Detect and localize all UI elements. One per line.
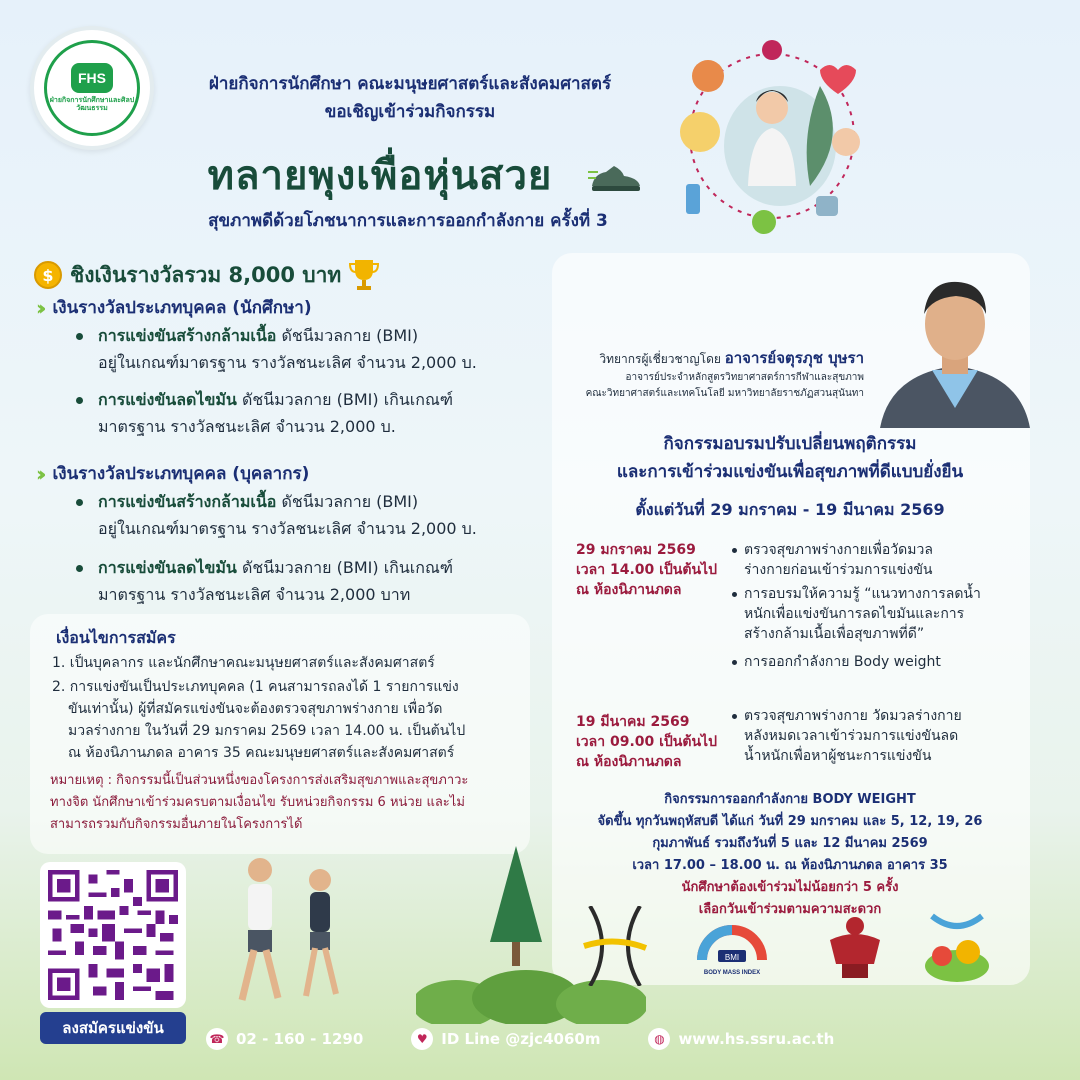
- prize-item-criteria: ดัชนีมวลกาย (BMI) เกินเกณฑ์: [236, 390, 454, 409]
- session-venue: ณ ห้องนิภานภดล: [576, 754, 682, 770]
- speaker-prefix: วิทยากรผู้เชี่ยวชาญโดย: [599, 352, 725, 366]
- bullet-dot-icon: [732, 548, 737, 553]
- prize-item-detail: มาตรฐาน รางวัลชนะเลิศ จำนวน 2,000 บาท: [98, 585, 411, 604]
- register-label[interactable]: ลงสมัครแข่งขัน: [40, 1012, 186, 1044]
- session-date: 19 มีนาคม 2569: [576, 714, 690, 730]
- qr-code-graphic: [48, 870, 178, 1000]
- heart-icon: ♥: [411, 1028, 433, 1050]
- prize-item-detail: อยู่ในเกณฑ์มาตรฐาน รางวัลชนะเลิศ จำนวน 2,000 บ.: [98, 353, 477, 372]
- phone-number[interactable]: 02 - 160 - 1290: [236, 1030, 364, 1048]
- prize-item-criteria: ดัชนีมวลกาย (BMI): [276, 326, 419, 345]
- invite-line: ขอเชิญเข้าร่วมกิจกรรม: [324, 102, 496, 122]
- session-date: 29 มกราคม 2569: [576, 542, 696, 558]
- website-link[interactable]: www.hs.ssru.ac.th: [678, 1030, 835, 1048]
- bodyweight-title: กิจกรรมการออกกำลังกาย BODY WEIGHT: [664, 792, 916, 807]
- speaker-photo: [870, 258, 1040, 428]
- note-line: หมายเหตุ : กิจกรรมนี้เป็นส่วนหนึ่งของโครงการส่งเสริมสุขภาพและสุขภาวะ: [50, 773, 469, 788]
- sub-title: สุขภาพดีด้วยโภชนาการและการออกกำลังกาย ครั้งที่ 3: [208, 211, 608, 231]
- session-item-line: หนักเพื่อแข่งขันการลดไขมันและการ: [744, 606, 965, 622]
- activity-date-range: ตั้งแต่วันที่ 29 มกราคม - 19 มีนาคม 2569: [635, 500, 945, 519]
- health-lifestyle-illustration: [660, 36, 890, 236]
- bullet-dot-icon: [732, 660, 737, 665]
- prize-category-title: เงินรางวัลประเภทบุคคล (บุคลากร): [52, 464, 310, 484]
- session-item: [732, 584, 1002, 644]
- prize-item: [80, 488, 550, 542]
- condition-line: ณ ห้องนิภานภดล อาคาร 35 คณะมนุษยศาสตร์และสังคมศาสตร์: [68, 745, 455, 761]
- running-shoe-icon: [588, 160, 644, 196]
- prize-item-name: การแข่งขันลดไขมัน: [98, 558, 237, 577]
- dollar-coin-icon: $: [34, 261, 62, 289]
- session-time: เวลา 14.00 เป็นต้นไป: [576, 562, 717, 578]
- bullet-dot-icon: [76, 397, 83, 404]
- tree-decoration: [488, 846, 544, 966]
- main-title: ทลายพุงเพื่อหุ่นสวย: [207, 153, 553, 199]
- prize-item: [80, 386, 550, 440]
- session-item-line: น้ำหนักเพื่อหาผู้ชนะการแข่งขัน: [744, 748, 932, 764]
- waist-measure-icon: [580, 906, 650, 986]
- prize-total-text: ชิงเงินรางวัลรวม 8,000 บาท: [70, 262, 342, 287]
- note-line: สามารถรวมกับกิจกรรมอื่นภายในโครงการได้: [50, 817, 303, 832]
- bullet-dot-icon: [76, 499, 83, 506]
- session-item: [732, 540, 1002, 580]
- prize-headline: [34, 258, 379, 292]
- condition-item-1: 1. เป็นบุคลากร และนักศึกษาคณะมนุษยศาสตร์และสังคมศาสตร์: [52, 655, 435, 671]
- bodybuilder-icon: [822, 914, 888, 980]
- trophy-icon: [349, 258, 379, 292]
- bodyweight-time: เวลา 17.00 – 18.00 น. ณ ห้องนิภานภดล อาคาร 35: [632, 858, 948, 873]
- bodyweight-choose-day: เลือกวันเข้าร่วมตามความสะดวก: [698, 902, 882, 917]
- bullet-dot-icon: [76, 565, 83, 572]
- bmi-gauge-graphic: [696, 910, 768, 966]
- activity-title-2: และการเข้าร่วมแข่งขันเพื่อสุขภาพที่ดีแบบยั่งยืน: [616, 462, 964, 482]
- bmi-gauge-icon: [696, 910, 768, 984]
- double-chevron-icon: ››: [36, 461, 41, 486]
- condition-line: 2. การแข่งขันเป็นประเภทบุคคล (1 คนสามารถลงได้ 1 รายการแข่ง: [52, 679, 459, 695]
- speaker-affiliation: คณะวิทยาศาสตร์และเทคโนโลยี มหาวิทยาลัยราชภัฏสวนสุนันทา: [585, 388, 864, 399]
- bmi-caption: BODY MASS INDEX: [703, 970, 761, 976]
- prize-category-staff: [36, 460, 309, 487]
- prize-item-detail: มาตรฐาน รางวัลชนะเลิศ จำนวน 2,000 บ.: [98, 417, 396, 436]
- session-time: เวลา 09.00 เป็นต้นไป: [576, 734, 717, 750]
- prize-item: [80, 554, 550, 608]
- bodyweight-schedule-1: จัดขึ้น ทุกวันพฤหัสบดี ได้แก่ วันที่ 29 มกราคม และ 5, 12, 19, 26: [597, 814, 983, 829]
- session-item-line: ร่างกายก่อนเข้าร่วมการแข่งขัน: [744, 562, 933, 578]
- session-item: [732, 652, 1002, 672]
- session-item-line: หลังหมดเวลาเข้าร่วมการแข่งขันลด: [744, 728, 959, 744]
- prize-item-name: การแข่งขันสร้างกล้ามเนื้อ: [98, 492, 277, 511]
- bullet-dot-icon: [732, 714, 737, 719]
- session-item-line: การอบรมให้ความรู้ “แนวทางการลดน้ำ: [744, 586, 981, 602]
- speaker-name: อาจารย์จตุรภุช บุษรา: [724, 349, 864, 367]
- session-item-line: ตรวจสุขภาพร่างกายเพื่อวัดมวล: [744, 542, 933, 558]
- logo-ring-text: ฝ่ายกิจการนักศึกษาและศิลปวัฒนธรรม: [49, 96, 135, 112]
- org-line: ฝ่ายกิจการนักศึกษา คณะมนุษยศาสตร์และสังคมศาสตร์: [208, 74, 612, 94]
- prize-item-criteria: ดัชนีมวลกาย (BMI): [276, 492, 419, 511]
- logo-ring: [44, 40, 140, 136]
- bodyweight-schedule-2: กุมภาพันธ์ รวมถึงวันที่ 5 และ 12 มีนาคม 2569: [652, 836, 928, 851]
- bullet-dot-icon: [76, 333, 83, 340]
- globe-icon: ◍: [648, 1028, 670, 1050]
- prize-category-students: [36, 294, 312, 321]
- condition-line: มวลร่างกาย ในวันที่ 29 มกราคม 2569 เวลา 14.00 น. เป็นต้นไป: [68, 723, 466, 739]
- speaker-credit: [556, 346, 864, 370]
- prize-item: [80, 322, 550, 376]
- prize-item-criteria: ดัชนีมวลกาย (BMI) เกินเกณฑ์: [236, 558, 454, 577]
- double-chevron-icon: ››: [36, 295, 41, 320]
- prize-item-name: การแข่งขันลดไขมัน: [98, 390, 237, 409]
- registration-qr-code[interactable]: [40, 862, 186, 1008]
- session-item-line: การออกกำลังกาย Body weight: [744, 654, 941, 670]
- line-id[interactable]: ID Line @zjc4060m: [441, 1030, 601, 1048]
- prize-item-name: การแข่งขันสร้างกล้ามเนื้อ: [98, 326, 277, 345]
- session-item-line: สร้างกล้ามเนื้อเพื่อสุขภาพที่ดี”: [744, 626, 925, 642]
- bodyweight-requirement: นักศึกษาต้องเข้าร่วมไม่น้อยกว่า 5 ครั้ง: [681, 880, 899, 895]
- note-line: ทางจิต นักศึกษาเข้าร่วมครบตามเงื่อนไข รับหน่วยกิจกรรม 6 หน่วย และไม่: [50, 795, 465, 810]
- bullet-dot-icon: [732, 592, 737, 597]
- condition-item-2: [52, 676, 522, 764]
- note-text: [50, 770, 520, 836]
- healthy-food-icon: [922, 906, 992, 986]
- logo-abbr: FHS: [71, 63, 113, 93]
- condition-line: ขันเท่านั้น) ผู้ที่สมัครแข่งขันจะต้องตรวจสุขภาพร่างกาย เพื่อวัด: [68, 701, 443, 717]
- session-1-label: [576, 540, 726, 600]
- bmi-gauge-text: BMI: [724, 953, 740, 962]
- prize-category-title: เงินรางวัลประเภทบุคคล (นักศึกษา): [52, 298, 312, 318]
- speaker-role: อาจารย์ประจำหลักสูตรวิทยาศาสตร์การกีฬาและสุขภาพ: [625, 372, 864, 383]
- conditions-title: เงื่อนไขการสมัคร: [56, 628, 176, 647]
- prize-item-detail: อยู่ในเกณฑ์มาตรฐาน รางวัลชนะเลิศ จำนวน 2,000 บ.: [98, 519, 477, 538]
- fhs-logo: [30, 26, 154, 150]
- contact-bar: [206, 1028, 834, 1050]
- runners-illustration: [220, 850, 360, 1030]
- session-item-line: ตรวจสุขภาพร่างกาย วัดมวลร่างกาย: [744, 708, 962, 724]
- activity-title-1: กิจกรรมอบรมปรับเปลี่ยนพฤติกรรม: [663, 434, 917, 454]
- session-2-label: [576, 712, 726, 772]
- session-item: [732, 706, 1002, 766]
- phone-icon: ☎: [206, 1028, 228, 1050]
- session-venue: ณ ห้องนิภานภดล: [576, 582, 682, 598]
